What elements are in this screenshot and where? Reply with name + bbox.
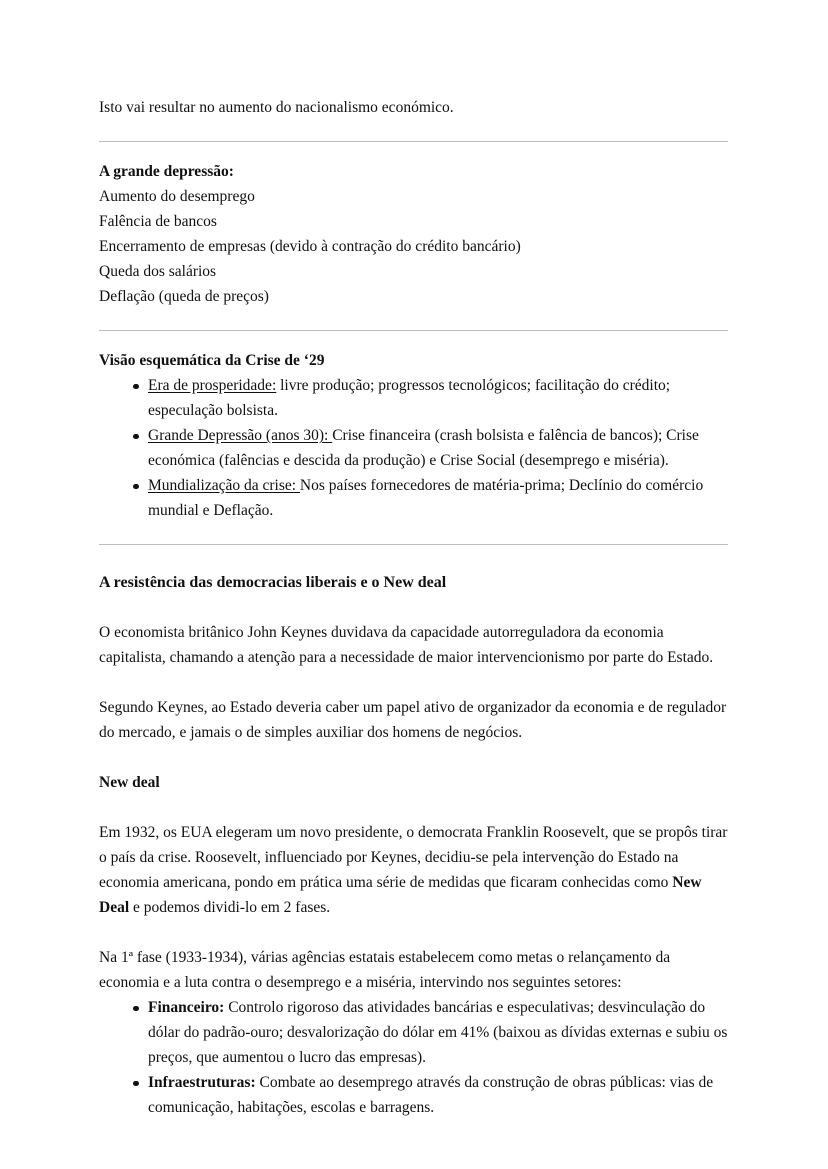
bullet-lead-label: Grande Depressão (anos 30): [148,427,333,444]
bullet-lead-label: Infraestruturas: [148,1074,256,1091]
bullet-body-text: Combate ao desemprego através da construção de obras públicas: vias de comunicação, habitações, escolas e barragens. [148,1074,714,1116]
bullet-lead-label: Mundialização da crise: [148,477,300,494]
bullet-body-text: Nos países fornecedores de matéria-prima; Declínio do comércio mundial e Deflação. [148,477,704,519]
list-item [99,995,728,1070]
democracies-section [99,570,728,745]
divider-rule-2 [99,330,728,331]
paragraph-text-part-1: Em 1932, os EUA elegeram um novo presidente, o democrata Franklin Roosevelt, que se propôs tirar o país da crise. Roosevelt, influenciado por Keynes, decidiu-se pela intervenção do Estado na economia americana, pondo em prática uma série de medidas que ficaram conhecidas como [99,824,728,891]
great-depression-item: Falência de bancos [99,213,217,230]
bullet-body-text: Controlo rigoroso das atividades bancárias e especulativas; desvinculação do dólar do padrão-ouro; desvalorização do dólar em 41% (baixou as dívidas externas e subiu os preços, que aumentou o lucro das empresas). [148,999,728,1066]
document-body [99,95,728,1120]
great-depression-heading: A grande depressão: [99,163,234,180]
paragraph-text-part-2: e podemos dividi-lo em 2 fases. [129,899,331,916]
great-depression-item: Encerramento de empresas (devido à contração do crédito bancário) [99,238,521,255]
new-deal-bullet-list [99,995,728,1120]
phase-intro-paragraph: Na 1ª fase (1933-1934), várias agências estatais estabelecem como metas o relançamento da economia e a luta contra o desemprego e a miséria, intervindo nos seguintes setores: [99,949,671,991]
intro-paragraph: Isto vai resultar no aumento do nacionalismo económico. [99,99,454,116]
schematic-view-block [99,348,728,523]
great-depression-block [99,159,728,309]
new-deal-section [99,770,728,1120]
bullet-lead-label: Financeiro: [148,999,225,1016]
schematic-view-heading: Visão esquemática da Crise de ‘29 [99,352,325,369]
great-depression-item: Aumento do desemprego [99,188,255,205]
list-item [99,423,728,473]
list-item [99,473,728,523]
great-depression-item: Queda dos salários [99,263,217,280]
divider-rule-1 [99,141,728,142]
list-item [99,373,728,423]
democracies-heading: A resistência das democracias liberais e o New deal [99,574,447,591]
bullet-lead-label: Era de prosperidade: [148,377,277,394]
spacer [99,595,728,620]
democracies-paragraph-2: Segundo Keynes, ao Estado deveria caber um papel ativo de organizador da economia e de regulador do mercado, e jamais o de simples auxiliar dos homens de negócios. [99,699,727,741]
schematic-bullet-list [99,373,728,523]
new-deal-paragraph [99,820,728,920]
new-deal-emphasis: New Deal [99,874,702,916]
divider-rule-3 [99,544,728,545]
new-deal-heading: New deal [99,774,160,791]
list-item [99,1070,728,1120]
great-depression-item: Deflação (queda de preços) [99,288,269,305]
spacer [99,745,728,770]
bullet-body-text: livre produção; progressos tecnológicos; facilitação do crédito; especulação bolsista. [148,377,671,419]
democracies-paragraph-1: O economista britânico John Keynes duvidava da capacidade autorreguladora da economia capitalista, chamando a atenção para a necessidade de maior intervencionismo por parte do Estado. [99,624,714,666]
bullet-body-text: Crise financeira (crash bolsista e falência de bancos); Crise económica (falências e descida da produção) e Crise Social (desemprego e miséria). [148,427,699,469]
spacer [99,795,728,820]
